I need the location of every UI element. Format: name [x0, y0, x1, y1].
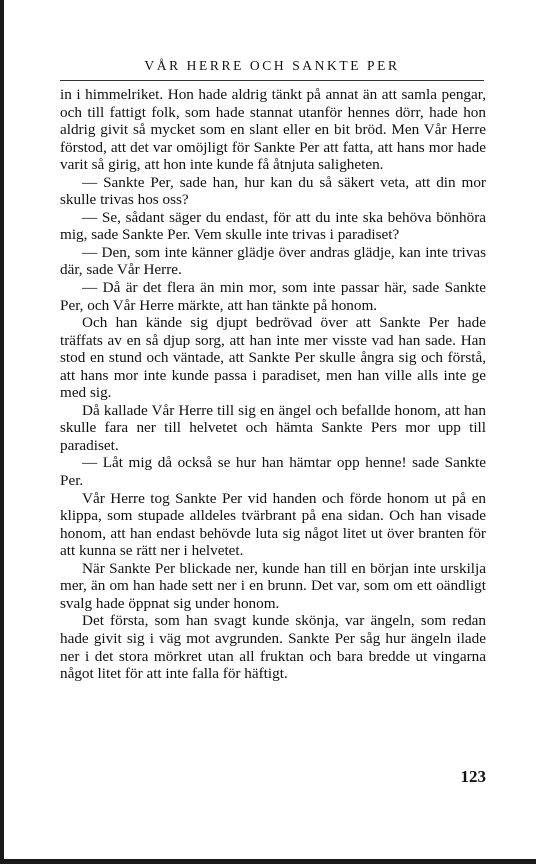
paragraph: — Sankte Per, sade han, hur kan du så säkert veta, att din mor skulle trivas hos oss? [60, 173, 486, 209]
page-left-edge [0, 0, 4, 864]
body-text [60, 86, 486, 683]
paragraph: in i himmelriket. Hon hade aldrig tänkt på annat än att samla pengar, och till fattigt folk, som hade stannat utanför hennes dörr, hade hon aldrig givit så mycket som en slant eller en bit bröd. Men Vår Herre förstod, att det var omöjligt för Sankte Per att fatta, att hans mor hade varit så girig, att hon inte kunde få åtnjuta saligheten. [60, 86, 486, 174]
page-number: 123 [460, 767, 486, 786]
paragraph: Vår Herre tog Sankte Per vid handen och förde honom ut på en klippa, som stupade alldeles tvärbrant på ena sidan. Och han visade honom, att han endast behövde luta sig något litet ut över branten för att kunna se rätt ner i helvetet. [60, 489, 486, 560]
paragraph: Då kallade Vår Herre till sig en ängel och befallde honom, att han skulle fara ner till helvetet och hämta Sankte Pers mor upp till paradiset. [60, 401, 486, 454]
page-bottom-edge [0, 859, 536, 864]
paragraph: — Se, sådant säger du endast, för att du inte ska behöva bönhöra mig, sade Sankte Per. Vem skulle inte trivas i paradiset? [60, 208, 486, 244]
header-rule [60, 80, 484, 81]
paragraph: — Låt mig då också se hur han hämtar opp henne! sade Sankte Per. [60, 454, 486, 490]
paragraph: — Då är det flera än min mor, som inte passar här, sade Sankte Per, och Vår Herre märkte, att han tänkte på honom. [60, 279, 486, 314]
paragraph: Det första, som han svagt kunde skönja, var ängeln, som redan hade givit sig i väg mot avgrunden. Sankte Per såg hur ängeln ilade ner i det stora mörkret utan all fruktan och bara bredde ut vingarna något litet för att inte falla för häftigt. [60, 612, 486, 683]
paragraph: — Den, som inte känner glädje över andras glädje, kan inte trivas där, sade Vår Herre. [60, 243, 486, 279]
running-head: VÅR HERRE OCH SANKTE PER [144, 58, 400, 73]
paragraph: Och han kände sig djupt bedrövad över att Sankte Per hade träffats av en så djup sorg, att han inte mer visste vad han sade. Han stod en stund och väntade, att Sankte Per skulle ångra sig och förstå, att hans mor inte kunde passa i paradiset, men han ville alls inte ge med sig. [60, 314, 486, 402]
paragraph: När Sankte Per blickade ner, kunde han till en början inte urskilja mer, än om han hade sett ner i en brunn. Det var, som om ett oändligt svalg hade öppnat sig under honom. [60, 559, 486, 612]
